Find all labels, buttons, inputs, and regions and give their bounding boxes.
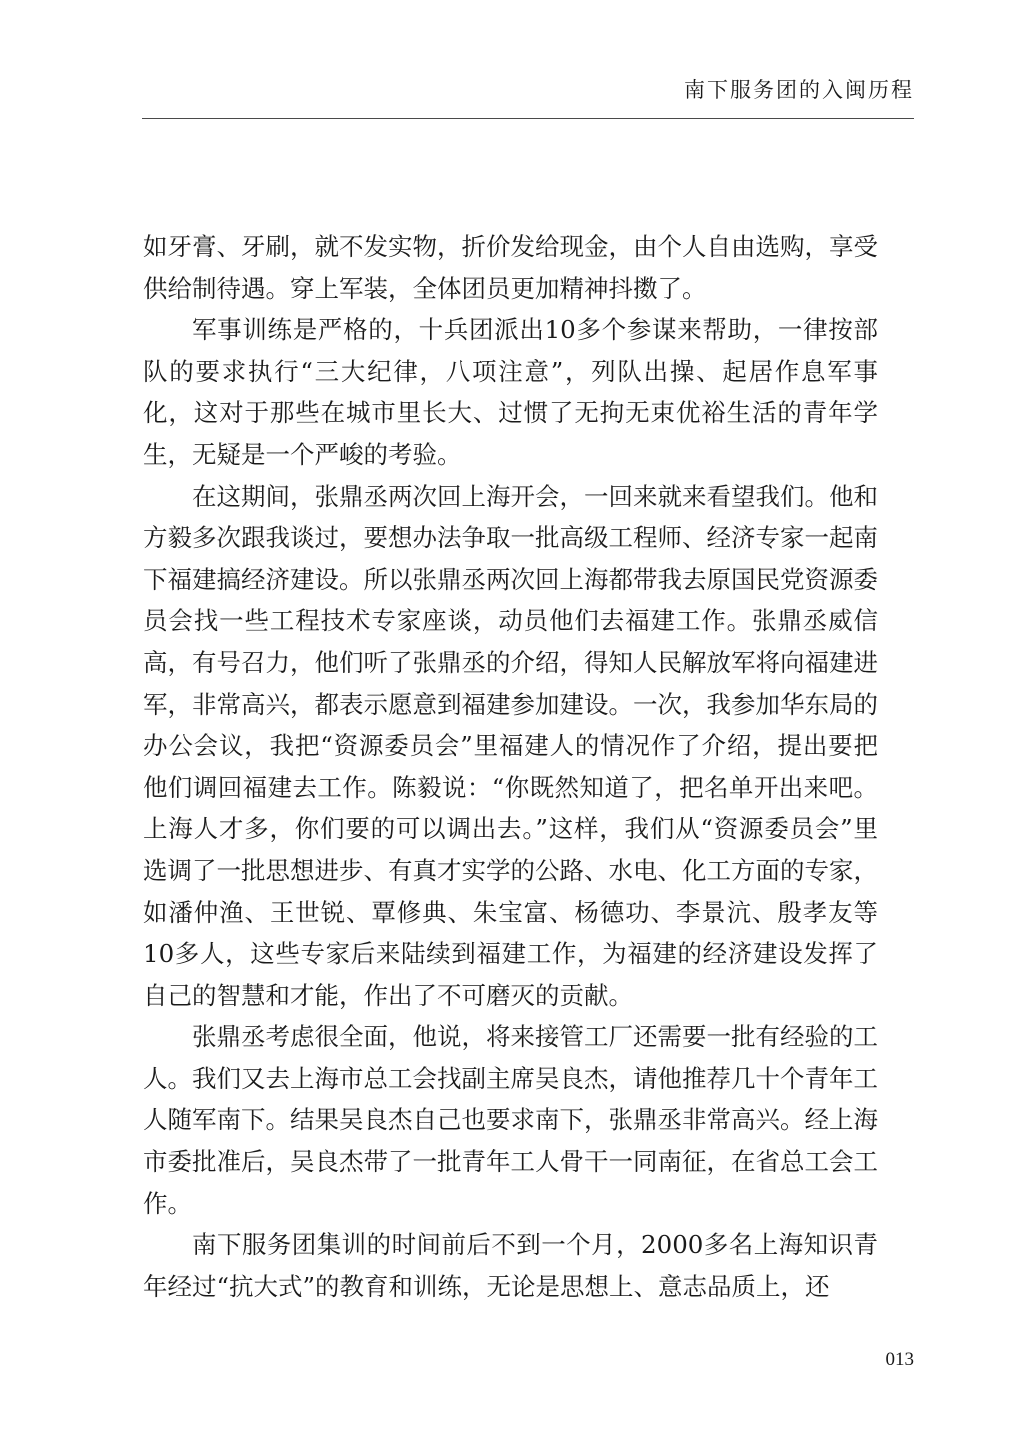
paragraph-3: 在这期间，张鼎丞两次回上海开会，一回来就来看望我们。他和方毅多次跟我谈过，要想办法争取一批高级工程师、经济专家一起南下福建搞经济建设。所以张鼎丞两次回上海都带我去原国民党资源委员会找一些工程技术专家座谈，动员他们去福建工作。张鼎丞威信高，有号召力，他们听了张鼎丞的介绍，得知人民解放军将向福建进军，非常高兴，都表示愿意到福建参加建设。一次，我参加华东局的办公会议，我把“资源委员会”里福建人的情况作了介绍，提出要把他们调回福建去工作。陈毅说：“你既然知道了，把名单开出来吧。上海人才多，你们要的可以调出去。”这样，我们从“资源委员会”里选调了一批思想进步、有真才实学的公路、水电、化工方面的专家，如潘仲渔、王世锐、覃修典、朱宝富、杨德功、李景沆、殷孝友等10多人，这些专家后来陆续到福建工作，为福建的经济建设发挥了自己的智慧和才能，作出了不可磨灭的贡献。 <box>143 481 878 1010</box>
page-number: 013 <box>885 1349 914 1370</box>
body-text <box>143 226 878 1307</box>
paragraph-1: 如牙膏、牙刷，就不发实物，折价发给现金，由个人自由选购，享受供给制待遇。穿上军装，全体团员更加精神抖擞了。 <box>143 232 878 303</box>
header-rule <box>142 118 914 119</box>
paragraph-2: 军事训练是严格的，十兵团派出10多个参谋来帮助，一律按部队的要求执行“三大纪律，八项注意”，列队出操、起居作息军事化，这对于那些在城市里长大、过惯了无拘无束优裕生活的青年学生，无疑是一个严峻的考验。 <box>143 315 878 469</box>
paragraph-5: 南下服务团集训的时间前后不到一个月，2000多名上海知识青年经过“抗大式”的教育和训练，无论是思想上、意志品质上，还 <box>143 1230 878 1301</box>
paragraph-4: 张鼎丞考虑很全面，他说，将来接管工厂还需要一批有经验的工人。我们又去上海市总工会找副主席吴良杰，请他推荐几十个青年工人随军南下。结果吴良杰自己也要求南下，张鼎丞非常高兴。经上海市委批准后，吴良杰带了一批青年工人骨干一同南征，在省总工会工作。 <box>143 1022 878 1218</box>
running-header: 南下服务团的入闽历程 <box>684 78 914 102</box>
